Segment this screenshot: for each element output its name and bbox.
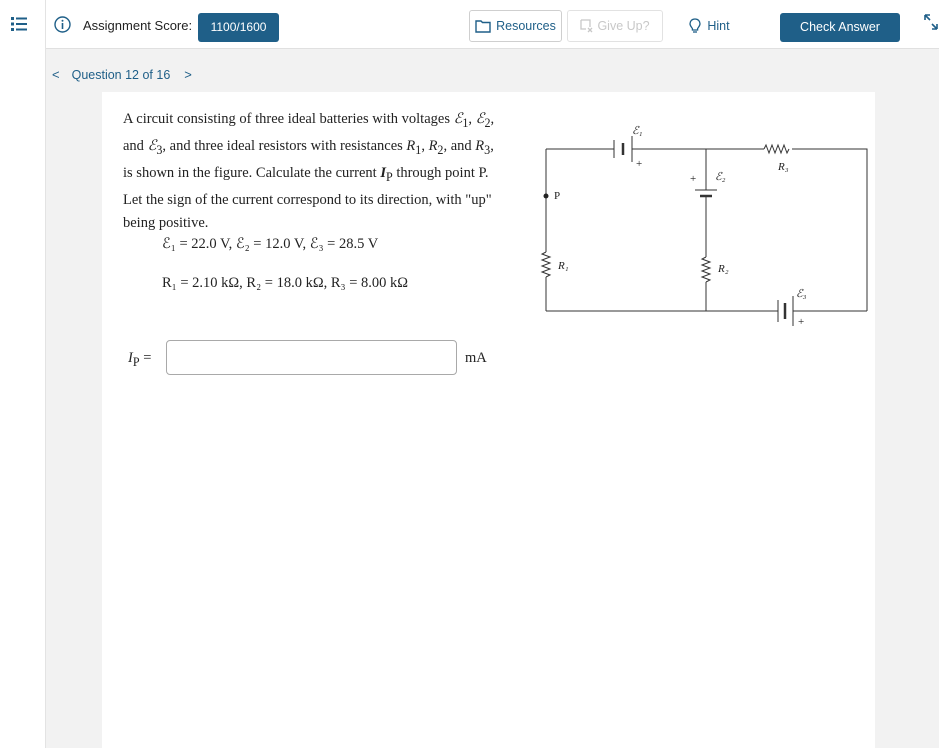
wire — [792, 149, 867, 311]
expand-icon[interactable] — [924, 14, 938, 30]
answer-label-var: I — [128, 350, 133, 366]
resistance-symbol: R — [406, 137, 416, 154]
plus-e3: + — [798, 316, 805, 328]
problem-text: , — [421, 137, 429, 154]
plus-e1: + — [636, 158, 643, 170]
answer-unit: mA — [465, 350, 487, 366]
resistor-r2 — [702, 257, 710, 282]
resistance-values: R₁ = 2.10 kΩ, R₂ = 18.0 kΩ, R₃ = 8.00 kΩ — [162, 275, 409, 291]
resistance-symbol: R — [428, 137, 438, 154]
assignment-score-badge: 1100/1600 — [198, 13, 279, 42]
problem-text: , is shown in the figure. Calculate the current — [123, 137, 494, 181]
subscript: 1 — [462, 115, 469, 130]
list-menu-icon[interactable] — [11, 16, 27, 32]
current-symbol: I — [380, 164, 386, 181]
lightbulb-icon — [689, 18, 701, 34]
label-e2: ℰ₂ — [715, 171, 726, 183]
resources-label: Resources — [496, 19, 556, 33]
subscript: 1 — [415, 142, 422, 157]
assignment-score-label: Assignment Score: — [83, 18, 193, 33]
hint-label: Hint — [707, 19, 730, 33]
problem-text: , and — [443, 137, 476, 154]
top-toolbar — [46, 0, 939, 49]
answer-label — [128, 350, 151, 370]
give-up-label: Give Up? — [597, 19, 650, 33]
previous-question-chevron-icon[interactable]: < — [52, 67, 60, 82]
info-icon[interactable] — [54, 16, 71, 33]
circuit-diagram — [538, 112, 874, 332]
question-card — [102, 92, 875, 748]
emf-symbol: ℰ — [147, 137, 157, 154]
label-r1: R₁ — [558, 260, 569, 272]
subscript: 3 — [156, 142, 163, 157]
resources-button[interactable] — [469, 10, 562, 42]
problem-text: A circuit consisting of three ideal batteries with voltages — [123, 111, 454, 127]
subscript: P — [385, 169, 393, 184]
label-e3: ℰ₃ — [796, 288, 807, 300]
resistor-r3 — [764, 145, 789, 153]
subscript: 2 — [437, 142, 444, 157]
problem-statement — [123, 108, 503, 235]
label-p: P — [554, 190, 561, 202]
current-answer-input[interactable] — [166, 340, 457, 375]
folder-icon — [475, 19, 491, 33]
problem-text: , and three ideal resistors with resistances — [162, 137, 407, 154]
label-r3: R₃ — [778, 161, 789, 173]
problem-text: , — [468, 111, 476, 127]
question-navigation — [52, 67, 192, 82]
hint-button[interactable] — [672, 10, 747, 42]
subscript: 2 — [484, 115, 491, 130]
point-p-marker — [544, 194, 549, 199]
voltage-values: ℰ₁ = 22.0 V, ℰ₂ = 12.0 V, ℰ₃ = 28.5 V — [162, 236, 379, 252]
emf-symbol: ℰ — [475, 111, 485, 127]
resistance-symbol: R — [475, 137, 485, 154]
check-answer-button[interactable]: Check Answer — [780, 13, 900, 42]
answer-label-sub: P — [132, 354, 140, 369]
answer-label-eq: = — [139, 350, 152, 366]
left-strip — [0, 0, 46, 748]
label-e1: ℰ₁ — [632, 125, 643, 137]
label-r2: R₂ — [718, 263, 729, 275]
plus-e2: + — [690, 173, 697, 185]
next-question-chevron-icon[interactable]: > — [184, 67, 192, 82]
resistor-r1 — [542, 252, 550, 277]
problem-text: , and — [123, 111, 495, 154]
give-up-button[interactable] — [567, 10, 663, 42]
question-counter[interactable]: Question 12 of 16 — [71, 67, 171, 82]
give-up-icon — [580, 19, 594, 33]
problem-text: through point P. Let the sign of the current correspond to its direction, with "up" being positive. — [123, 164, 492, 231]
subscript: 3 — [484, 142, 491, 157]
emf-symbol: ℰ — [453, 111, 463, 127]
